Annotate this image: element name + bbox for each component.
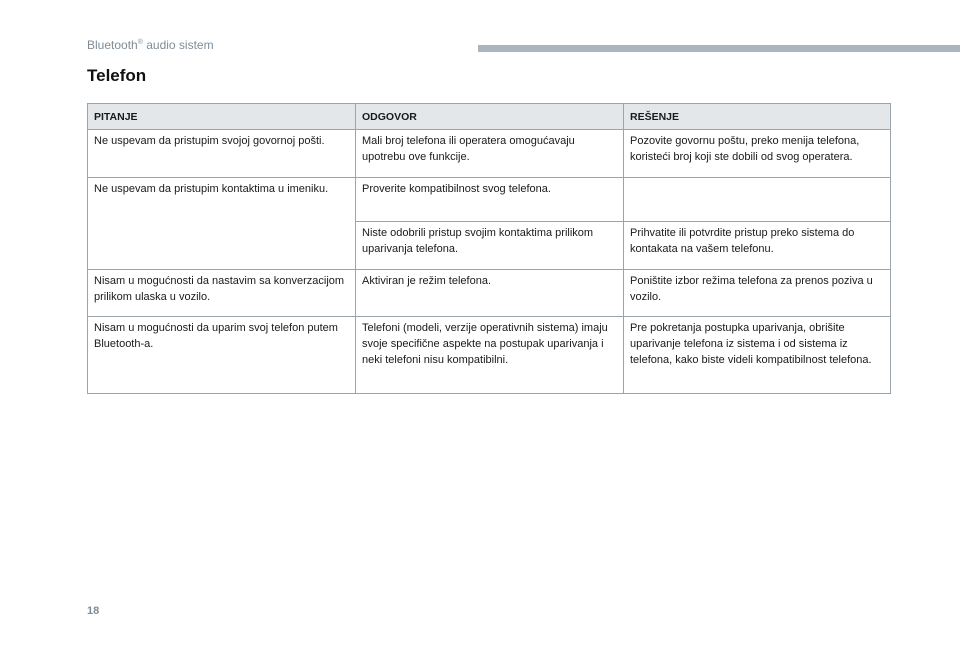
table-row: [88, 317, 891, 394]
column-header-solution: REŠENJE: [624, 104, 891, 130]
table-header-row: [88, 104, 891, 130]
answer-cell: Niste odobrili pristup svojim kontaktima prilikom uparivanja telefona.: [356, 222, 624, 270]
question-cell: Ne uspevam da pristupim svojoj govornoj pošti.: [88, 130, 356, 178]
column-header-question: PITANJE: [88, 104, 356, 130]
question-cell: Nisam u mogućnosti da nastavim sa konverzacijom prilikom ulaska u vozilo.: [88, 270, 356, 317]
table-row: [88, 130, 891, 178]
question-cell: Nisam u mogućnosti da uparim svoj telefon putem Bluetooth-a.: [88, 317, 356, 394]
solution-cell: [624, 178, 891, 222]
question-cell: Ne uspevam da pristupim kontaktima u imeniku.: [88, 178, 356, 270]
solution-cell: Poništite izbor režima telefona za prenos poziva u vozilo.: [624, 270, 891, 317]
solution-cell: Pre pokretanja postupka uparivanja, obrišite uparivanje telefona iz sistema i od sistema iz telefona, kako biste videli kompatibilnost telefona.: [624, 317, 891, 394]
section-label-main: Bluetooth: [87, 38, 138, 52]
answer-cell: Telefoni (modeli, verzije operativnih sistema) imaju svoje specifične aspekte na postupak uparivanja i neki telefoni nisu kompatibilni.: [356, 317, 624, 394]
troubleshooting-table: [87, 103, 891, 394]
solution-cell: Prihvatite ili potvrdite pristup preko sistema do kontakata na vašem telefonu.: [624, 222, 891, 270]
section-header-label: [87, 38, 214, 52]
section-label-rest: audio sistem: [142, 38, 214, 52]
table-row: [88, 178, 891, 222]
answer-cell: Aktiviran je režim telefona.: [356, 270, 624, 317]
page-title: Telefon: [87, 66, 147, 85]
page-number: 18: [87, 605, 100, 617]
header-decorative-bar: [478, 45, 960, 52]
registered-mark: ®: [137, 39, 143, 46]
answer-cell: Mali broj telefona ili operatera omogućavaju upotrebu ove funkcije.: [356, 130, 624, 178]
answer-cell: Proverite kompatibilnost svog telefona.: [356, 178, 624, 222]
table-row: [88, 270, 891, 317]
solution-cell: Pozovite govornu poštu, preko menija telefona, koristeći broj koji ste dobili od svog operatera.: [624, 130, 891, 178]
column-header-answer: ODGOVOR: [356, 104, 624, 130]
